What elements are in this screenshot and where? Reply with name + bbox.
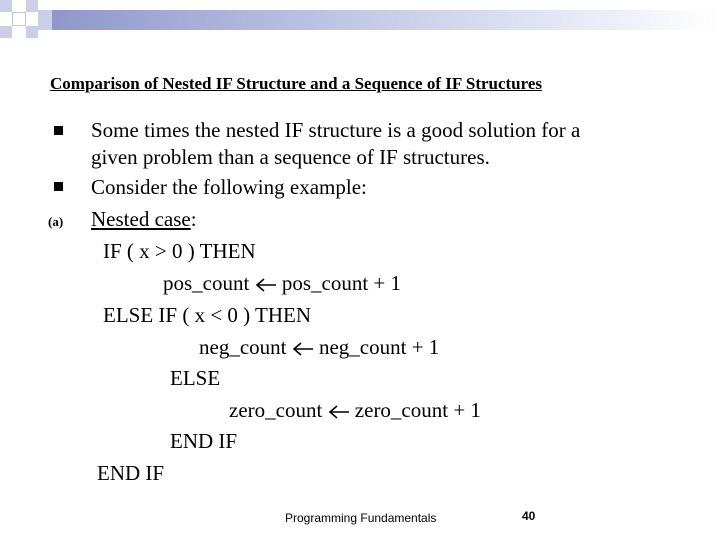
code-line-3: ELSE IF ( x < 0 ) THEN — [103, 303, 312, 327]
decor-square-5 — [0, 26, 12, 38]
code-line-2 — [163, 273, 401, 294]
slide-title: Comparison of Nested IF Structure and a Sequence of IF Structures — [50, 74, 543, 93]
left-arrow-icon — [292, 342, 314, 356]
decor-square-2 — [26, 0, 38, 12]
code-line-6-lhs: zero_count — [229, 398, 323, 422]
page-number: 40 — [522, 509, 536, 523]
code-line-7: END IF — [170, 429, 238, 453]
nested-case-label: Nested case — [91, 207, 191, 231]
header-gradient-bar — [52, 10, 720, 30]
decor-square-3 — [12, 12, 26, 26]
decor-square-6 — [26, 26, 38, 38]
code-line-4-rhs: neg_count + 1 — [318, 335, 440, 359]
bullet-1-line-2: given problem than a sequence of IF structures. — [91, 145, 490, 169]
code-line-6 — [229, 400, 481, 421]
code-line-2-lhs: pos_count — [163, 271, 250, 295]
left-arrow-icon — [255, 278, 277, 292]
code-line-4-lhs: neg_count — [199, 335, 287, 359]
code-line-1: IF ( x > 0 ) THEN — [103, 239, 256, 263]
code-line-6-rhs: zero_count + 1 — [354, 398, 481, 422]
footer-text: Programming Fundamentals — [285, 511, 437, 525]
bullet-2-line-1: Consider the following example: — [91, 175, 367, 199]
left-arrow-icon — [328, 405, 350, 419]
nested-case-colon: : — [190, 207, 197, 231]
decor-square-4 — [38, 10, 52, 30]
bullet-square-icon — [54, 126, 63, 135]
enum-marker: (a) — [48, 214, 64, 229]
code-line-5: ELSE — [170, 366, 221, 390]
code-line-2-rhs: pos_count + 1 — [281, 271, 401, 295]
bullet-1-line-1: Some times the nested IF structure is a good solution for a — [91, 118, 581, 142]
bullet-square-icon — [54, 182, 63, 191]
nested-case-heading — [91, 209, 197, 230]
code-line-4 — [199, 337, 439, 358]
code-line-8: END IF — [97, 461, 165, 485]
decor-square-1 — [0, 0, 12, 12]
